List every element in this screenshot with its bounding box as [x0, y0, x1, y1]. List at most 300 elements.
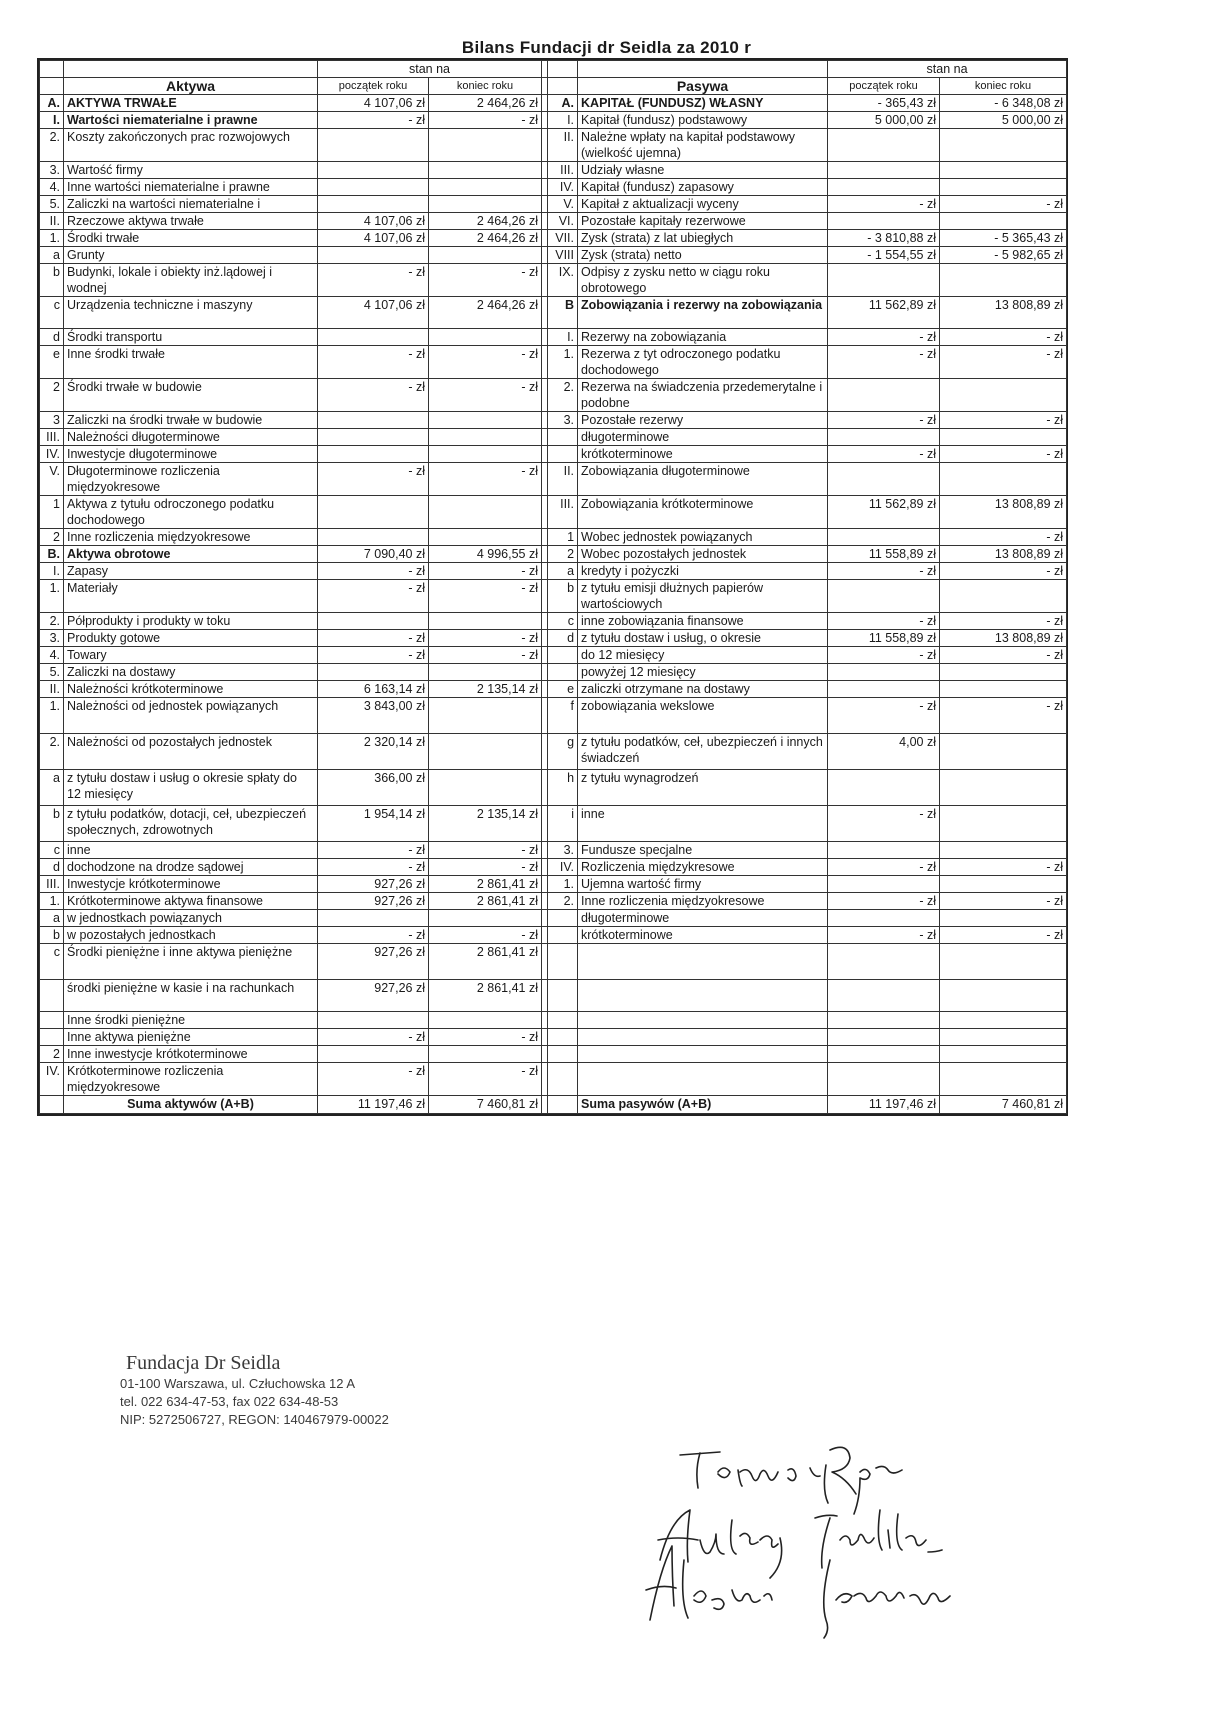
- aktywa-label: Zaliczki na dostawy: [64, 664, 318, 681]
- suma-aktywow-poczatek: 11 197,46 zł: [318, 1096, 429, 1114]
- pasywa-koniec-value: - zł: [940, 859, 1067, 876]
- pasywa-label: Rezerwy na zobowiązania: [578, 329, 828, 346]
- aktywa-label: Inne środki trwałe: [64, 346, 318, 379]
- aktywa-label: Towary: [64, 647, 318, 664]
- pasywa-poczatek-value: - zł: [828, 563, 940, 580]
- pasywa-label: Odpisy z zysku netto w ciągu roku obrotowego: [578, 264, 828, 297]
- pasywa-label: z tytułu emisji dłużnych papierów wartościowych: [578, 580, 828, 613]
- pasywa-label: długoterminowe: [578, 429, 828, 446]
- aktywa-poczatek-value: [318, 496, 429, 529]
- aktywa-poczatek-value: - zł: [318, 1063, 429, 1096]
- aktywa-code: 1.: [40, 580, 64, 613]
- aktywa-label: z tytułu dostaw i usług o okresie spłaty do 12 miesięcy: [64, 770, 318, 806]
- aktywa-code: a: [40, 910, 64, 927]
- pasywa-koniec-value: [940, 944, 1067, 980]
- pasywa-poczatek-value: - 1 554,55 zł: [828, 247, 940, 264]
- aktywa-poczatek-value: [318, 1046, 429, 1063]
- pasywa-poczatek-value: [828, 910, 940, 927]
- aktywa-koniec-value: - zł: [429, 563, 542, 580]
- pasywa-koniec-value: [940, 806, 1067, 842]
- pasywa-koniec-value: [940, 910, 1067, 927]
- aktywa-code: [40, 1029, 64, 1046]
- pasywa-code: d: [548, 630, 578, 647]
- aktywa-koniec-value: - zł: [429, 346, 542, 379]
- stan-na-left: stan na: [318, 61, 542, 78]
- aktywa-code: [40, 980, 64, 1012]
- aktywa-koniec-value: [429, 129, 542, 162]
- aktywa-code: 1.: [40, 230, 64, 247]
- pasywa-koniec-value: [940, 1046, 1067, 1063]
- pasywa-poczatek-value: - zł: [828, 893, 940, 910]
- aktywa-label: Środki pieniężne i inne aktywa pieniężne: [64, 944, 318, 980]
- pasywa-koniec-value: [940, 1012, 1067, 1029]
- table-row: [40, 1063, 1067, 1096]
- pasywa-code: g: [548, 734, 578, 770]
- aktywa-label: Inne środki pieniężne: [64, 1012, 318, 1029]
- pasywa-koniec-value: 13 808,89 zł: [940, 630, 1067, 647]
- aktywa-label: Inne aktywa pieniężne: [64, 1029, 318, 1046]
- pasywa-koniec-value: [940, 734, 1067, 770]
- aktywa-code: 5.: [40, 664, 64, 681]
- pasywa-koniec-value: [940, 379, 1067, 412]
- table-row: [40, 944, 1067, 980]
- pasywa-koniec-value: [940, 664, 1067, 681]
- aktywa-poczatek-value: 4 107,06 zł: [318, 230, 429, 247]
- aktywa-koniec-value: 4 996,55 zł: [429, 546, 542, 563]
- pasywa-poczatek-value: [828, 876, 940, 893]
- aktywa-poczatek-value: - zł: [318, 630, 429, 647]
- aktywa-code: 1: [40, 496, 64, 529]
- aktywa-koniec-value: - zł: [429, 842, 542, 859]
- aktywa-code: b: [40, 927, 64, 944]
- aktywa-code: 4.: [40, 647, 64, 664]
- pasywa-poczatek-value: [828, 770, 940, 806]
- aktywa-label: Materiały: [64, 580, 318, 613]
- pasywa-poczatek-value: 11 562,89 zł: [828, 297, 940, 329]
- aktywa-koniec-value: 2 464,26 zł: [429, 297, 542, 329]
- document-title: Bilans Fundacji dr Seidla za 2010 r: [461, 38, 752, 57]
- aktywa-poczatek-value: 4 107,06 zł: [318, 213, 429, 230]
- pasywa-koniec-value: - zł: [940, 412, 1067, 429]
- aktywa-koniec-value: [429, 196, 542, 213]
- aktywa-poczatek-value: [318, 412, 429, 429]
- table-row: [40, 734, 1067, 770]
- pasywa-label: KAPITAŁ (FUNDUSZ) WŁASNY: [578, 95, 828, 112]
- aktywa-poczatek-value: [318, 129, 429, 162]
- aktywa-koniec-value: - zł: [429, 580, 542, 613]
- pasywa-poczatek-value: - zł: [828, 446, 940, 463]
- pasywa-poczatek-value: [828, 213, 940, 230]
- aktywa-koniec-value: - zł: [429, 379, 542, 412]
- aktywa-poczatek-value: - zł: [318, 112, 429, 129]
- pasywa-poczatek-value: - zł: [828, 196, 940, 213]
- aktywa-code: V.: [40, 463, 64, 496]
- pasywa-poczatek-value: [828, 664, 940, 681]
- pasywa-label: do 12 miesięcy: [578, 647, 828, 664]
- table-row: [40, 681, 1067, 698]
- pasywa-label: Kapitał (fundusz) zapasowy: [578, 179, 828, 196]
- pasywa-label: Kapitał (fundusz) podstawowy: [578, 112, 828, 129]
- aktywa-koniec-value: [429, 698, 542, 734]
- pasywa-koniec-value: - zł: [940, 563, 1067, 580]
- pasywa-koniec-value: - zł: [940, 927, 1067, 944]
- aktywa-poczatek-value: 1 954,14 zł: [318, 806, 429, 842]
- table-row: [40, 859, 1067, 876]
- pasywa-code: [548, 1012, 578, 1029]
- aktywa-koniec-value: - zł: [429, 112, 542, 129]
- aktywa-code: [40, 1012, 64, 1029]
- pasywa-code: [548, 1063, 578, 1096]
- aktywa-koniec-value: [429, 247, 542, 264]
- suma-aktywow-koniec: 7 460,81 zł: [429, 1096, 542, 1114]
- pasywa-code: [548, 927, 578, 944]
- table-row: [40, 463, 1067, 496]
- header-row-stan-na: [40, 61, 1067, 78]
- aktywa-label: Należności długoterminowe: [64, 429, 318, 446]
- pasywa-poczatek-value: [828, 379, 940, 412]
- aktywa-label: Wartość firmy: [64, 162, 318, 179]
- pasywa-koniec-value: [940, 429, 1067, 446]
- aktywa-code: a: [40, 770, 64, 806]
- pasywa-code: [548, 910, 578, 927]
- aktywa-koniec-value: 2 861,41 zł: [429, 944, 542, 980]
- aktywa-label: Aktywa z tytułu odroczonego podatku dochodowego: [64, 496, 318, 529]
- aktywa-poczatek-header: początek roku: [318, 78, 429, 95]
- pasywa-koniec-value: - zł: [940, 446, 1067, 463]
- pasywa-code: 3.: [548, 412, 578, 429]
- pasywa-koniec-value: 13 808,89 zł: [940, 496, 1067, 529]
- aktywa-label: Grunty: [64, 247, 318, 264]
- aktywa-code: 2: [40, 379, 64, 412]
- table-row: [40, 196, 1067, 213]
- aktywa-koniec-value: [429, 1046, 542, 1063]
- pasywa-code: I.: [548, 112, 578, 129]
- pasywa-code: 2: [548, 546, 578, 563]
- stan-na-right: stan na: [828, 61, 1067, 78]
- pasywa-code: [548, 1029, 578, 1046]
- table-row: [40, 876, 1067, 893]
- pasywa-koniec-value: 13 808,89 zł: [940, 297, 1067, 329]
- pasywa-koniec-value: - zł: [940, 893, 1067, 910]
- balance-sheet: [37, 58, 1068, 1116]
- pasywa-code: IV.: [548, 179, 578, 196]
- aktywa-koniec-value: - zł: [429, 264, 542, 297]
- aktywa-code: c: [40, 944, 64, 980]
- aktywa-poczatek-value: 6 163,14 zł: [318, 681, 429, 698]
- aktywa-code: e: [40, 346, 64, 379]
- aktywa-poczatek-value: 4 107,06 zł: [318, 95, 429, 112]
- pasywa-poczatek-value: - zł: [828, 927, 940, 944]
- pasywa-poczatek-value: - zł: [828, 346, 940, 379]
- aktywa-poczatek-value: 3 843,00 zł: [318, 698, 429, 734]
- aktywa-label: Budynki, lokale i obiekty inż.lądowej i wodnej: [64, 264, 318, 297]
- aktywa-label: Rzeczowe aktywa trwałe: [64, 213, 318, 230]
- table-row: [40, 613, 1067, 630]
- pasywa-label: z tytułu dostaw i usług, o okresie: [578, 630, 828, 647]
- pasywa-label: z tytułu wynagrodzeń: [578, 770, 828, 806]
- pasywa-code: 1.: [548, 876, 578, 893]
- pasywa-koniec-value: [940, 213, 1067, 230]
- aktywa-code: II.: [40, 681, 64, 698]
- pasywa-poczatek-value: [828, 129, 940, 162]
- pasywa-poczatek-header: początek roku: [828, 78, 940, 95]
- aktywa-poczatek-value: - zł: [318, 264, 429, 297]
- aktywa-label: AKTYWA TRWAŁE: [64, 95, 318, 112]
- table-row: [40, 927, 1067, 944]
- aktywa-poczatek-value: - zł: [318, 927, 429, 944]
- aktywa-poczatek-value: - zł: [318, 647, 429, 664]
- table-row: [40, 980, 1067, 1012]
- aktywa-label: Środki trwałe w budowie: [64, 379, 318, 412]
- aktywa-poczatek-value: [318, 529, 429, 546]
- pasywa-label: Inne rozliczenia międzyokresowe: [578, 893, 828, 910]
- pasywa-koniec-header: koniec roku: [940, 78, 1067, 95]
- aktywa-koniec-value: [429, 179, 542, 196]
- pasywa-code: c: [548, 613, 578, 630]
- aktywa-code: 1.: [40, 893, 64, 910]
- aktywa-label: Urządzenia techniczne i maszyny: [64, 297, 318, 329]
- aktywa-label: Środki transportu: [64, 329, 318, 346]
- pasywa-label: Zobowiązania krótkoterminowe: [578, 496, 828, 529]
- aktywa-code: III.: [40, 429, 64, 446]
- aktywa-label: Krótkoterminowe aktywa finansowe: [64, 893, 318, 910]
- aktywa-label: Inwestycje długoterminowe: [64, 446, 318, 463]
- pasywa-koniec-value: [940, 580, 1067, 613]
- pasywa-koniec-value: [940, 264, 1067, 297]
- aktywa-code: A.: [40, 95, 64, 112]
- pasywa-label: Wobec pozostałych jednostek: [578, 546, 828, 563]
- aktywa-code: 3: [40, 412, 64, 429]
- pasywa-poczatek-value: [828, 944, 940, 980]
- pasywa-poczatek-value: - 365,43 zł: [828, 95, 940, 112]
- pasywa-label: krótkoterminowe: [578, 446, 828, 463]
- aktywa-poczatek-value: - zł: [318, 563, 429, 580]
- table-row: [40, 129, 1067, 162]
- pasywa-code: III.: [548, 162, 578, 179]
- pasywa-label: inne zobowiązania finansowe: [578, 613, 828, 630]
- table-row: [40, 496, 1067, 529]
- pasywa-label: Zysk (strata) z lat ubiegłych: [578, 230, 828, 247]
- aktywa-code: 2: [40, 1046, 64, 1063]
- pasywa-label: [578, 1012, 828, 1029]
- pasywa-poczatek-value: [828, 429, 940, 446]
- pasywa-koniec-value: [940, 179, 1067, 196]
- pasywa-koniec-value: [940, 1029, 1067, 1046]
- pasywa-code: [548, 980, 578, 1012]
- aktywa-code: I.: [40, 563, 64, 580]
- table-row: [40, 213, 1067, 230]
- aktywa-koniec-value: - zł: [429, 1063, 542, 1096]
- pasywa-label: Rozliczenia międzykresowe: [578, 859, 828, 876]
- pasywa-koniec-value: [940, 980, 1067, 1012]
- pasywa-label: Należne wpłaty na kapitał podstawowy (wielkość ujemna): [578, 129, 828, 162]
- pasywa-poczatek-value: - 3 810,88 zł: [828, 230, 940, 247]
- aktywa-label: Środki trwałe: [64, 230, 318, 247]
- table-row: [40, 264, 1067, 297]
- table-row: [40, 1046, 1067, 1063]
- aktywa-poczatek-value: 4 107,06 zł: [318, 297, 429, 329]
- pasywa-code: VI.: [548, 213, 578, 230]
- table-row: [40, 112, 1067, 129]
- pasywa-koniec-value: - zł: [940, 196, 1067, 213]
- aktywa-label: Należności od pozostałych jednostek: [64, 734, 318, 770]
- suma-pasywow-koniec: 7 460,81 zł: [940, 1096, 1067, 1114]
- pasywa-poczatek-value: [828, 1012, 940, 1029]
- aktywa-label: Zapasy: [64, 563, 318, 580]
- pasywa-koniec-value: - zł: [940, 698, 1067, 734]
- aktywa-poczatek-value: 366,00 zł: [318, 770, 429, 806]
- table-row: [40, 664, 1067, 681]
- table-row: [40, 893, 1067, 910]
- aktywa-koniec-value: - zł: [429, 630, 542, 647]
- aktywa-code: II.: [40, 213, 64, 230]
- aktywa-poczatek-value: 927,26 zł: [318, 893, 429, 910]
- aktywa-koniec-value: [429, 412, 542, 429]
- aktywa-code: I.: [40, 112, 64, 129]
- pasywa-label: Pozostałe rezerwy: [578, 412, 828, 429]
- aktywa-code: 2.: [40, 613, 64, 630]
- pasywa-poczatek-value: 5 000,00 zł: [828, 112, 940, 129]
- suma-pasywow-poczatek: 11 197,46 zł: [828, 1096, 940, 1114]
- signature-3: [646, 1546, 950, 1638]
- pasywa-code: IX.: [548, 264, 578, 297]
- totals-row: [40, 1096, 1067, 1114]
- aktywa-poczatek-value: - zł: [318, 580, 429, 613]
- aktywa-koniec-header: koniec roku: [429, 78, 542, 95]
- table-row: [40, 563, 1067, 580]
- table-row: [40, 580, 1067, 613]
- signature-2: [658, 1510, 942, 1578]
- aktywa-koniec-value: 2 135,14 zł: [429, 681, 542, 698]
- table-row: [40, 910, 1067, 927]
- pasywa-code: II.: [548, 129, 578, 162]
- aktywa-code: 4.: [40, 179, 64, 196]
- aktywa-code: 2.: [40, 129, 64, 162]
- pasywa-code: IV.: [548, 859, 578, 876]
- pasywa-poczatek-value: 11 558,89 zł: [828, 630, 940, 647]
- aktywa-label: inne: [64, 842, 318, 859]
- table-row: [40, 1029, 1067, 1046]
- pasywa-poczatek-value: 11 562,89 zł: [828, 496, 940, 529]
- pasywa-label: Zobowiązania i rezerwy na zobowiązania: [578, 297, 828, 329]
- pasywa-koniec-value: [940, 842, 1067, 859]
- pasywa-code: 2.: [548, 379, 578, 412]
- aktywa-koniec-value: [429, 664, 542, 681]
- pasywa-code: 3.: [548, 842, 578, 859]
- aktywa-koniec-value: [429, 770, 542, 806]
- table-row: [40, 630, 1067, 647]
- pasywa-label: [578, 1063, 828, 1096]
- pasywa-code: [548, 446, 578, 463]
- pasywa-label: [578, 1046, 828, 1063]
- aktywa-label: Inne inwestycje krótkoterminowe: [64, 1046, 318, 1063]
- table-row: [40, 446, 1067, 463]
- table-row: [40, 698, 1067, 734]
- table-row: [40, 806, 1067, 842]
- aktywa-label: Wartości niematerialne i prawne: [64, 112, 318, 129]
- pasywa-koniec-value: [940, 129, 1067, 162]
- pasywa-code: 2.: [548, 893, 578, 910]
- aktywa-koniec-value: [429, 496, 542, 529]
- pasywa-code: [548, 647, 578, 664]
- stamp-phone: tel. 022 634-47-53, fax 022 634-48-53: [120, 1394, 339, 1409]
- pasywa-label: Ujemna wartość firmy: [578, 876, 828, 893]
- aktywa-poczatek-value: [318, 613, 429, 630]
- pasywa-label: Zysk (strata) netto: [578, 247, 828, 264]
- aktywa-label: w pozostałych jednostkach: [64, 927, 318, 944]
- pasywa-label: Pozostałe kapitały rezerwowe: [578, 213, 828, 230]
- aktywa-poczatek-value: - zł: [318, 1029, 429, 1046]
- aktywa-poczatek-value: - zł: [318, 463, 429, 496]
- pasywa-code: h: [548, 770, 578, 806]
- aktywa-code: 3.: [40, 630, 64, 647]
- pasywa-koniec-value: - 6 348,08 zł: [940, 95, 1067, 112]
- aktywa-poczatek-value: [318, 329, 429, 346]
- table-row: [40, 179, 1067, 196]
- stamp-name: Fundacja Dr Seidla: [126, 1352, 281, 1374]
- table-row: [40, 379, 1067, 412]
- aktywa-code: c: [40, 297, 64, 329]
- pasywa-code: [548, 429, 578, 446]
- aktywa-poczatek-value: [318, 162, 429, 179]
- pasywa-code: [548, 664, 578, 681]
- pasywa-poczatek-value: - zł: [828, 613, 940, 630]
- pasywa-label: zobowiązania wekslowe: [578, 698, 828, 734]
- pasywa-code: I.: [548, 329, 578, 346]
- aktywa-label: Inwestycje krótkoterminowe: [64, 876, 318, 893]
- aktywa-poczatek-value: [318, 1012, 429, 1029]
- aktywa-poczatek-value: 927,26 zł: [318, 876, 429, 893]
- pasywa-code: [548, 1046, 578, 1063]
- aktywa-label: Koszty zakończonych prac rozwojowych: [64, 129, 318, 162]
- pasywa-label: Udziały własne: [578, 162, 828, 179]
- pasywa-label: Wobec jednostek powiązanych: [578, 529, 828, 546]
- stamp-address: 01-100 Warszawa, ul. Człuchowska 12 A: [120, 1376, 356, 1391]
- table-row: [40, 1012, 1067, 1029]
- aktywa-poczatek-value: - zł: [318, 859, 429, 876]
- aktywa-koniec-value: - zł: [429, 647, 542, 664]
- pasywa-koniec-value: 13 808,89 zł: [940, 546, 1067, 563]
- pasywa-label: Fundusze specjalne: [578, 842, 828, 859]
- aktywa-poczatek-value: [318, 446, 429, 463]
- aktywa-poczatek-value: [318, 247, 429, 264]
- pasywa-label: długoterminowe: [578, 910, 828, 927]
- balance-table: [39, 60, 1067, 1114]
- table-row: [40, 429, 1067, 446]
- aktywa-label: z tytułu podatków, dotacji, ceł, ubezpieczeń społecznych, zdrowotnych: [64, 806, 318, 842]
- pasywa-code: b: [548, 580, 578, 613]
- pasywa-poczatek-value: [828, 980, 940, 1012]
- aktywa-koniec-value: - zł: [429, 927, 542, 944]
- aktywa-header: Aktywa: [64, 78, 318, 95]
- aktywa-koniec-value: [429, 429, 542, 446]
- pasywa-poczatek-value: [828, 463, 940, 496]
- pasywa-code: A.: [548, 95, 578, 112]
- pasywa-poczatek-value: 4,00 zł: [828, 734, 940, 770]
- pasywa-poczatek-value: - zł: [828, 698, 940, 734]
- pasywa-poczatek-value: [828, 264, 940, 297]
- pasywa-label: Rezerwa na świadczenia przedemerytalne i podobne: [578, 379, 828, 412]
- pasywa-label: z tytułu podatków, ceł, ubezpieczeń i innych świadczeń: [578, 734, 828, 770]
- table-row: [40, 230, 1067, 247]
- pasywa-poczatek-value: - zł: [828, 859, 940, 876]
- aktywa-code: 2: [40, 529, 64, 546]
- aktywa-koniec-value: [429, 162, 542, 179]
- header-row-columns: [40, 78, 1067, 95]
- table-row: [40, 647, 1067, 664]
- pasywa-code: III.: [548, 496, 578, 529]
- suma-pasywow-label: Suma pasywów (A+B): [578, 1096, 828, 1114]
